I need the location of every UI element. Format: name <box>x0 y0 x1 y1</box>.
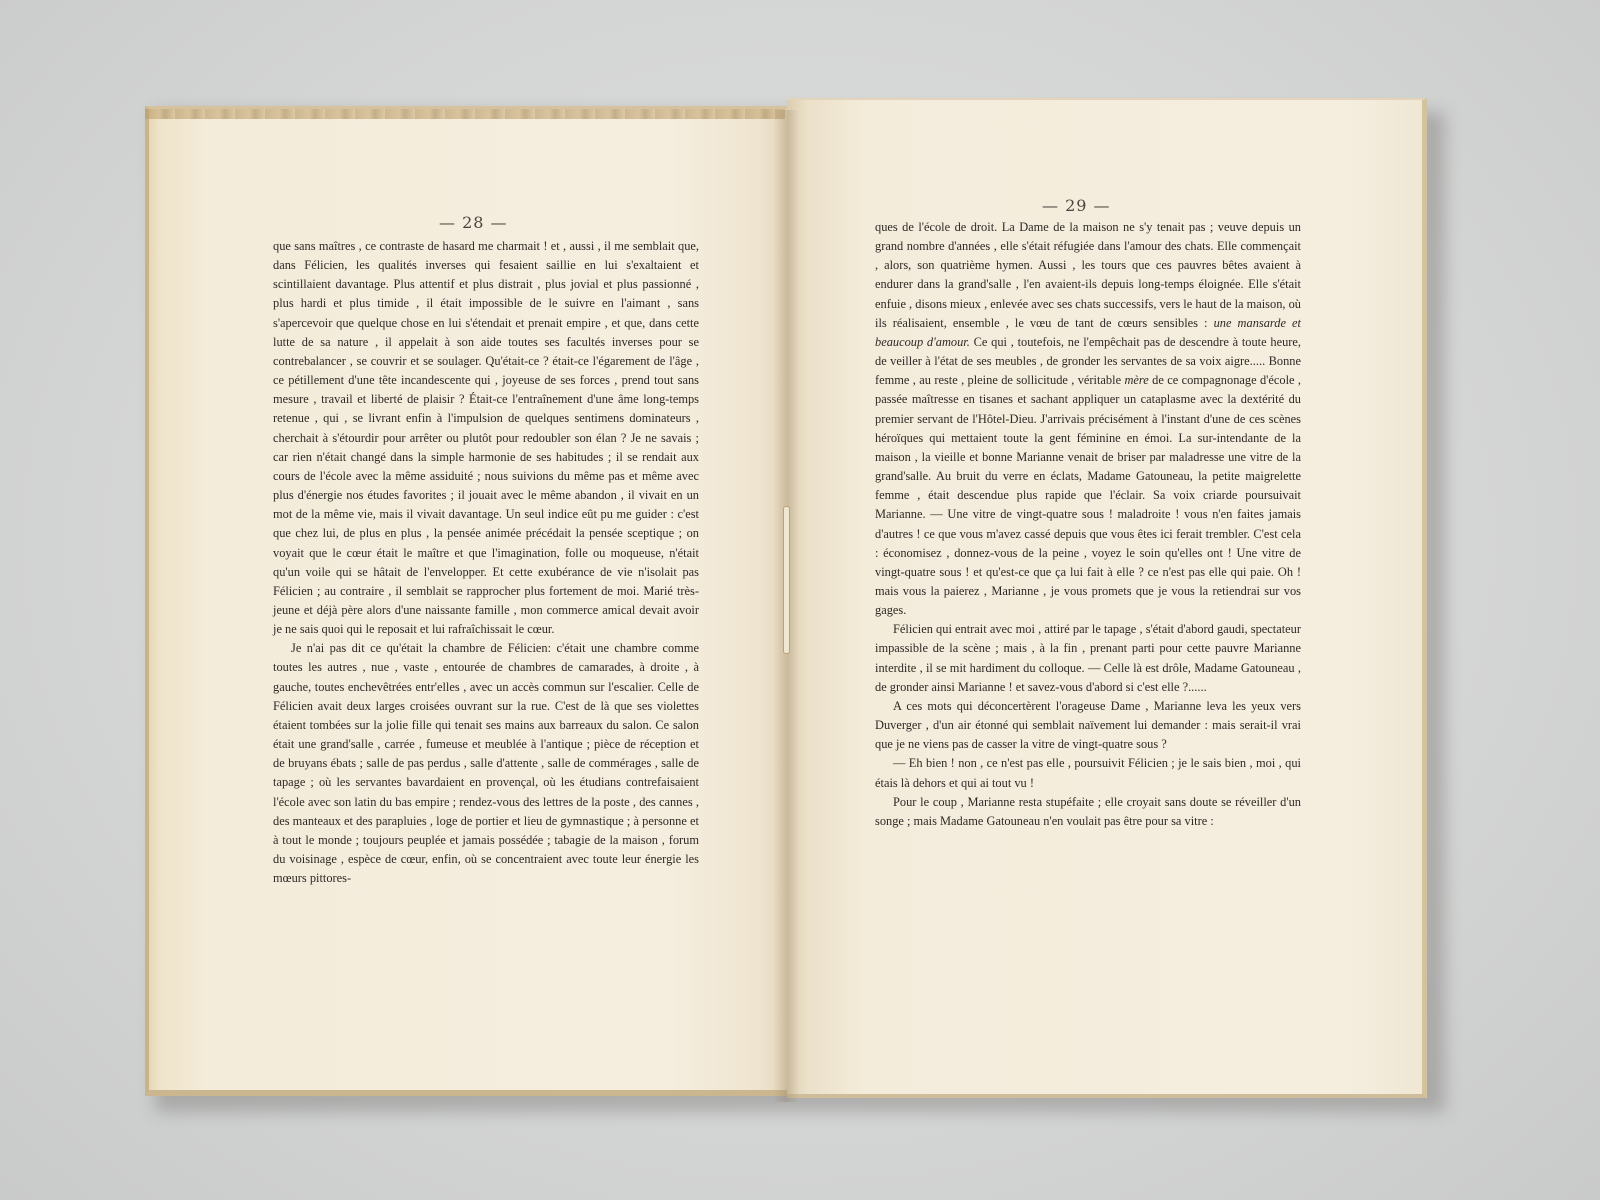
paragraph: Félicien qui entrait avec moi , attiré par le tapage , s'était d'abord gaudi, spectateur impassible de la scène ; mais , à la fin , prenant parti pour cette pauvre Marianne interdite , il se mit hardiment du colloque. — Celle là est drôle, Madame Gatouneau , de gronder ainsi Marianne ! et savez-vous d'abord si c'est elle ?...... <box>875 622 1301 694</box>
italic-word: mère <box>1124 373 1149 388</box>
paragraph: Je n'ai pas dit ce qu'était la chambre de Félicien: c'était une chambre comme toutes les autres , nue , vaste , entourée de chambres de camarades, à droite , à gauche, toutes enchevêtrées entr'elles , avec un accès commun sur l'escalier. Celle de Félicien avait deux larges croisées ouvrant sur la rue. C'est de là que ses violettes étaient tombées sur la jolie fille qui tenait ses mains aux barreaux du salon. Ce salon était une grand'salle , carrée , fumeuse et meublée à l'antique ; pièce de réception et de bruyans ébats ; salle de pas perdus , salle d'attente , salle de commérages , salle de tapage ; où les servantes bavardaient en provençal, où les étudians contrefaisaient l'école avec son latin du bas empire ; rendez-vous des lettres de la poste , des cannes , des manteaux et des parapluies , loge de portier et lieu de gymnastique ; à personne et à tout le monde ; toujours peuplée et jamais possédée ; tabagie de la maison , forum du voisinage , espèce de cœur, enfin, où se concentraient avec toute leur énergie les mœurs pittores- <box>273 641 699 886</box>
left-page <box>145 106 787 1096</box>
paragraph: Pour le coup , Marianne resta stupéfaite ; elle croyait sans doute se réveiller d'un songe ; mais Madame Gatouneau n'en voulait pas être pour sa vitre : <box>875 794 1301 828</box>
paragraph <box>875 218 1301 620</box>
worn-top-edge <box>145 109 785 119</box>
paragraph: A ces mots qui déconcertèrent l'orageuse Dame , Marianne leva les yeux vers Duverger , d'un air étonné qui semblait naïvement lui demander : mais serait-il vrai que je ne viens pas de casser la vitre de vingt-quatre sous ? <box>875 698 1301 752</box>
paragraph-text: de ce compagnonage d'école , passée maîtresse en tisanes et sachant appliquer un cataplasme avec la dextérité du premier servant de l'Hôtel-Dieu. J'arrivais précisément à l'instant d'une de ces scènes héroïques qui mettaient toute la gent féminine en émoi. La sur-intendante de la maison , la vieille et bonne Marianne venait de briser par maladresse une vitre de la grand'salle. Au bruit du verre en éclats, Madame Gatouneau, la petite maigrelette femme , était descendue plus rapide que l'éclair. Sa voix criarde poursuivait Marianne. — Une vitre de vingt-quatre sous ! maladroite ! vous n'en faites jamais d'autres ! ce que vous m'avez cassé depuis que vous êtes ici ferait trembler. C'est cela : économisez , donnez-vous de la peine , voyez le soin qu'elles ont ! Une vitre de vingt-quatre sous ! et qu'est-ce que ça lui fait à elle ? ce n'est pas elle qui paie. Oh ! mais vous la paierez , Marianne , je vous promets que je vous la retiendrai sur vos gages. <box>875 373 1301 618</box>
page-number-28: — 28 — <box>439 213 508 232</box>
italic-phrase: une mansarde et beaucoup d'amour. <box>875 315 1301 349</box>
paragraph-text: ques de l'école de droit. La Dame de la maison ne s'y tenait pas ; veuve depuis un grand nombre d'années , elle s'était réfugiée dans l'amour des chats. Elle commençait , alors, son quatrième hymen. Aussi , les tours que ces pauvres bêtes avaient à endurer dans la grand'salle , l'en avaient-ils depuis long-temps éloignée. Elle s'était enfuie , disons mieux , enlevée avec ses chats successifs, vers le haut de la maison, où ils réalisaient, ensemble , le vœu de tant de cœurs sensibles : <box>875 220 1301 330</box>
open-book <box>145 98 1445 1108</box>
paragraph: que sans maîtres , ce contraste de hasard me charmait ! et , aussi , il me semblait que, dans Félicien, les qualités inverses qui fesaient saillie en lui s'exaltaient et scintillaient davantage. Plus attentif et plus distrait , plus jovial et plus passionné , plus hardi et plus timide , il était impossible de le suivre en l'aimant , sans s'apercevoir que quelque chose en lui s'étendait et prenait empire , et que, dans cette lutte de sa nature , il appelait à son aide toutes ses facultés inverses pour se contrebalancer , se couvrir et se soulager. Qu'était-ce ? était-ce l'égarement de l'âge , ce pétillement d'une tête incandescente qui , joyeuse de ses forces , prend tout sans mesure , travail et liberté de plaisir ? Était-ce l'entraînement d'une âme long-temps retenue , qui , se livrant enfin à l'impulsion de quelques sentimens dominateurs , cherchait à s'étourdir pour arrêter ou plutôt pour redoubler son élan ? Je ne savais ; car rien n'était changé dans la simple harmonie de ses habitudes ; il se rendait aux cours de l'école avec la même assiduité ; nous suivions du même pas et même avec plus d'énergie nos études favorites ; il jouait avec le même abandon , il vivait en un mot de la même vie, mais il vivait davantage. Un seul indice eût pu me guider : c'est que chez lui, de plus en plus , la pensée animée précédait la pensée sceptique ; on voyait que le cœur était le maître et que l'imagination, folle ou moqueuse, n'était qu'un voile qui se hâtait de l'envelopper. Et cette exubérance de vie n'isolait pas Félicien ; au contraire , il semblait se rapprocher plus fortement de moi. Marié très-jeune et déjà père alors d'une naissante famille , mon commerce amical devait avoir je ne sais quoi qui le reposait et lui rafraîchissait le cœur. <box>273 239 699 637</box>
page-number-29: — 29 — <box>1042 196 1111 215</box>
binding-thread <box>783 506 790 654</box>
right-page <box>787 98 1427 1098</box>
paragraph: — Eh bien ! non , ce n'est pas elle , poursuivit Félicien ; je le sais bien , moi , qui étais là dehors et qui ai tout vu ! <box>875 756 1301 790</box>
left-page-text <box>273 237 699 888</box>
paragraph-text: Ce qui , toutefois, ne l'empêchait pas de descendre à toute heure, de veiller à l'état de ses meubles , de gronder les servantes de sa voix aigre..... Bonne femme , au reste , pleine de sollicitude , véritable <box>875 334 1301 388</box>
right-page-text <box>875 218 1301 831</box>
